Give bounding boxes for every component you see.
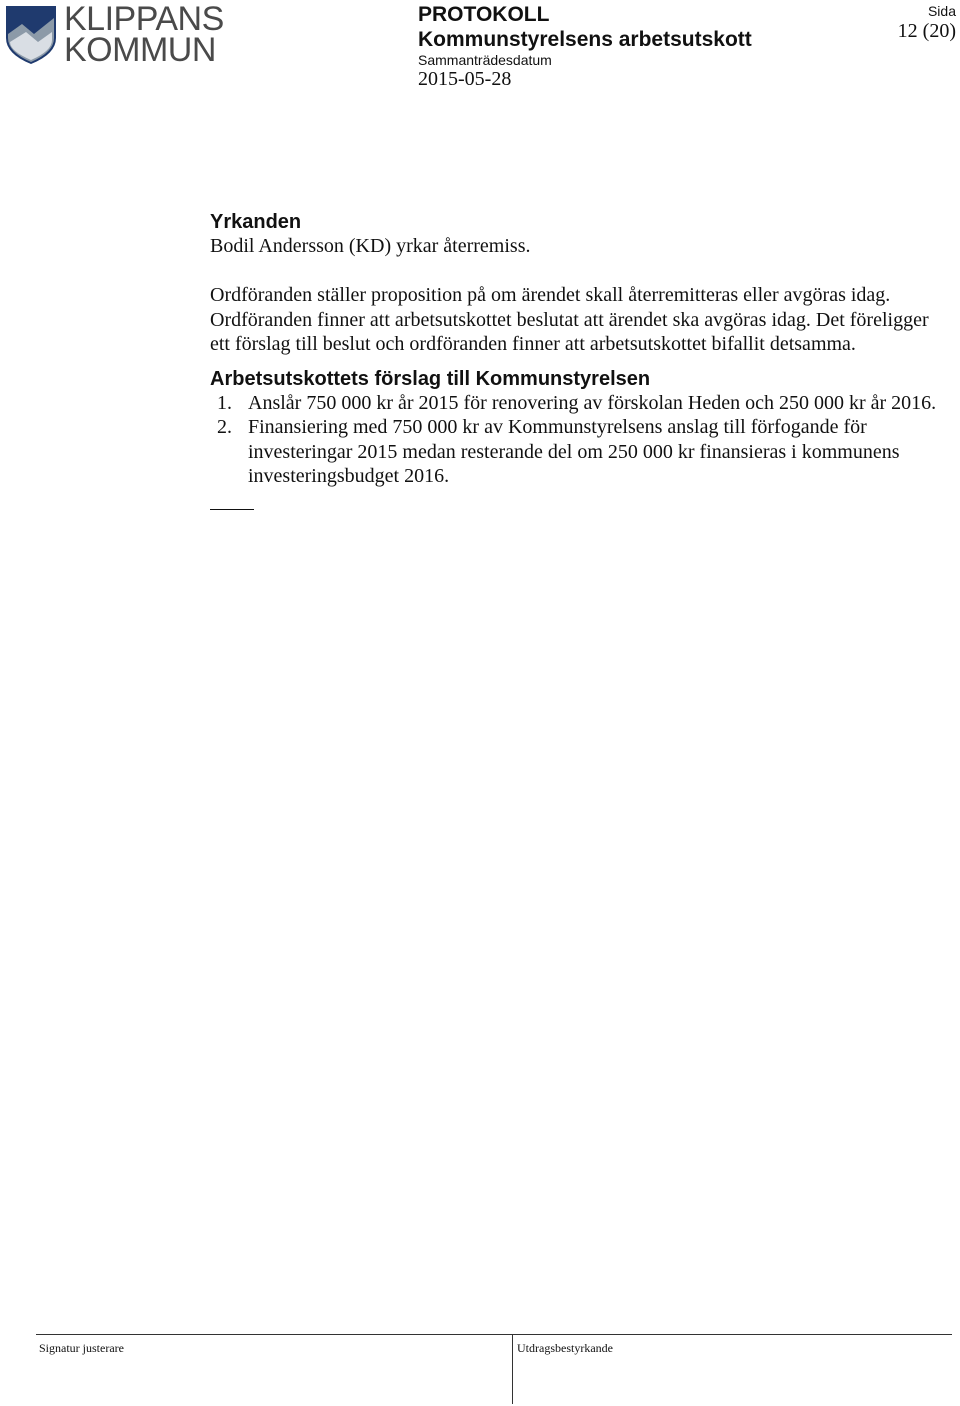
signature-label: Signatur justerare (39, 1341, 124, 1355)
extract-label: Utdragsbestyrkande (517, 1341, 613, 1355)
end-separator (210, 509, 254, 510)
protocol-body (210, 210, 940, 510)
yrkande-text: Bodil Andersson (KD) yrkar återremiss. (210, 235, 531, 257)
proposal-item (210, 391, 940, 416)
proposal-number: 2. (217, 416, 232, 438)
logo-line-1: KLIPPANS (64, 0, 224, 38)
proposal-number: 1. (217, 391, 232, 414)
page-label: Sida (927, 3, 956, 19)
proposal-list (210, 391, 940, 489)
municipality-logo (4, 0, 224, 70)
committee-name: Kommunstyrelsens arbetsutskott (418, 28, 752, 51)
page-number: 12 (20) (897, 20, 956, 42)
logo-wordmark (64, 0, 224, 69)
footer-rule (36, 1334, 952, 1335)
coat-of-arms-icon (4, 4, 58, 66)
logo-line-2: KOMMUN (64, 31, 216, 69)
proposal-text: Anslår 750 000 kr år 2015 för renovering av förskolan Heden och 250 000 kr år 2016. (248, 391, 937, 414)
proposal-item (210, 415, 940, 489)
meeting-date-label: Sammanträdesdatum (418, 52, 552, 68)
heading-yrkanden: Yrkanden (210, 211, 302, 233)
footer-divider (512, 1334, 513, 1404)
document-type: PROTOKOLL (418, 3, 550, 26)
decision-paragraph: Ordföranden ställer proposition på om ärendet skall återremitteras eller avgöras idag. Ordföranden finner att arbetsutskottet beslutat att ärendet ska avgöras idag. Det föreligger ett förslag till beslut och ordföranden finner att arbetsutskottet bifallit detsamma. (210, 284, 929, 355)
heading-forslag: Arbetsutskottets förslag till Kommunstyrelsen (210, 367, 651, 390)
meeting-date: 2015-05-28 (418, 68, 512, 90)
proposal-text: Finansiering med 750 000 kr av Kommunstyrelsens anslag till förfogande för investeringar 2015 medan resterande del om 250 000 kr finansieras i kommunens investeringsbudget 2016. (248, 416, 900, 487)
